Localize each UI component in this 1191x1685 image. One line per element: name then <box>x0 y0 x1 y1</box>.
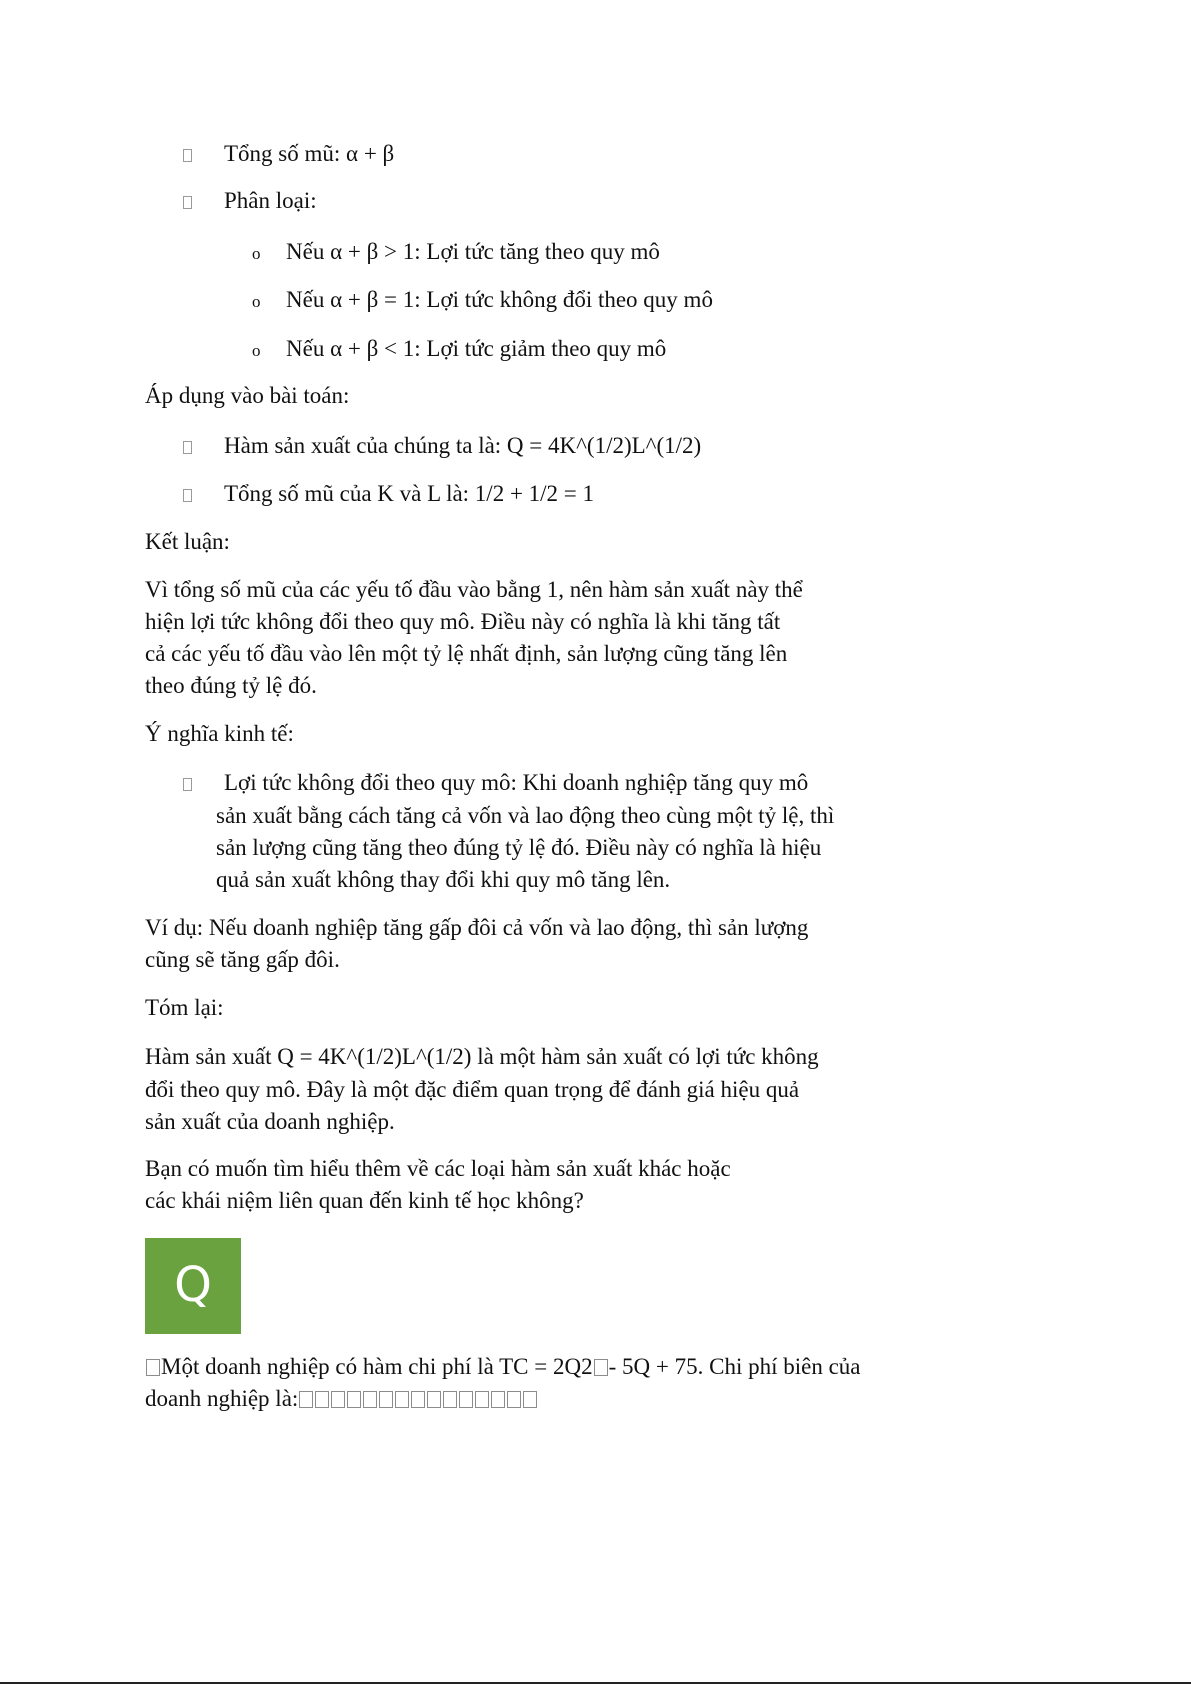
missing-glyph-icon <box>379 1391 393 1408</box>
missing-glyph-icon <box>315 1391 329 1408</box>
heading-tom-lai: Tóm lại: <box>145 995 224 1020</box>
question-text-part-2: - 5Q + 75. Chi phí biên của <box>608 1354 861 1379</box>
sub-bullet-marker: o <box>252 292 261 311</box>
missing-glyph-icon <box>507 1391 521 1408</box>
missing-glyph-icon <box>395 1391 409 1408</box>
bullet-box-icon <box>183 489 192 502</box>
list-item-tong-so-mu-kl: Tổng số mũ của K và L là: 1/2 + 1/2 = 1 <box>224 481 595 506</box>
heading-ket-luan: Kết luận: <box>145 529 230 554</box>
ket-luan-line-2: hiện lợi tức không đổi theo quy mô. Điều này có nghĩa là khi tăng tất <box>145 609 781 634</box>
ban-co-muon-line-2: các khái niệm liên quan đến kinh tế học không? <box>145 1188 584 1213</box>
ban-co-muon-line-1: Bạn có muốn tìm hiểu thêm về các loại hàm sản xuất khác hoặc <box>145 1156 731 1181</box>
sub-item-increasing: Nếu α + β > 1: Lợi tức tăng theo quy mô <box>286 239 660 264</box>
ket-luan-line-1: Vì tổng số mũ của các yếu tố đầu vào bằng 1, nên hàm sản xuất này thể <box>145 577 803 602</box>
tom-lai-line-1: Hàm sản xuất Q = 4K^(1/2)L^(1/2) là một hàm sản xuất có lợi tức không <box>145 1044 819 1069</box>
missing-glyph-icon <box>427 1391 441 1408</box>
page-bottom-rule <box>0 1682 1191 1684</box>
ket-luan-line-4: theo đúng tỷ lệ đó. <box>145 673 317 698</box>
missing-glyph-icon <box>475 1391 489 1408</box>
missing-glyph-icon <box>459 1391 473 1408</box>
missing-glyph-icon <box>491 1391 505 1408</box>
missing-glyph-icon <box>411 1391 425 1408</box>
missing-glyph-icon <box>443 1391 457 1408</box>
missing-glyph-icon <box>363 1391 377 1408</box>
list-item-tong-so-mu: Tổng số mũ: α + β <box>224 141 395 166</box>
sub-item-constant: Nếu α + β = 1: Lợi tức không đổi theo quy mô <box>286 287 713 312</box>
missing-glyph-icon <box>331 1391 345 1408</box>
tom-lai-line-3: sản xuất của doanh nghiệp. <box>145 1109 395 1134</box>
missing-glyph-icon <box>146 1359 160 1376</box>
question-text-part-1: Một doanh nghiệp có hàm chi phí là TC = 2Q2 <box>161 1354 593 1379</box>
bullet-box-icon <box>183 441 192 454</box>
vi-du-line-1: Ví dụ: Nếu doanh nghiệp tăng gấp đôi cả vốn và lao động, thì sản lượng <box>145 915 809 940</box>
list-item-ham-san-xuat: Hàm sản xuất của chúng ta là: Q = 4K^(1/2)L^(1/2) <box>224 433 702 458</box>
heading-ap-dung: Áp dụng vào bài toán: <box>145 383 350 408</box>
y-nghia-line-2: sản xuất bằng cách tăng cả vốn và lao động theo cùng một tỷ lệ, thì <box>216 803 835 828</box>
y-nghia-line-3: sản lượng cũng tăng theo đúng tỷ lệ đó. Điều này có nghĩa là hiệu <box>216 835 822 860</box>
ket-luan-line-3: cả các yếu tố đầu vào lên một tỷ lệ nhất định, sản lượng cũng tăng lên <box>145 641 788 666</box>
q-badge-icon <box>145 1238 241 1334</box>
tom-lai-line-2: đổi theo quy mô. Đây là một đặc điểm quan trọng để đánh giá hiệu quả <box>145 1077 800 1102</box>
missing-glyph-icon <box>523 1391 537 1408</box>
question-line-1 <box>145 1351 861 1383</box>
question-text-line-2: doanh nghiệp là: <box>145 1386 299 1411</box>
bullet-box-icon <box>183 196 192 209</box>
sub-bullet-marker: o <box>252 341 261 360</box>
y-nghia-line-1: Lợi tức không đổi theo quy mô: Khi doanh nghiệp tăng quy mô <box>224 770 809 795</box>
sub-item-decreasing: Nếu α + β < 1: Lợi tức giảm theo quy mô <box>286 336 667 361</box>
y-nghia-line-4: quả sản xuất không thay đổi khi quy mô tăng lên. <box>216 867 671 892</box>
missing-glyph-icon <box>299 1391 313 1408</box>
missing-glyph-icon <box>594 1359 608 1376</box>
heading-y-nghia: Ý nghĩa kinh tế: <box>145 721 294 746</box>
sub-bullet-marker: o <box>252 244 261 263</box>
q-badge-letter: Q <box>174 1257 212 1313</box>
list-item-phan-loai: Phân loại: <box>224 188 317 213</box>
bullet-box-icon <box>183 778 192 791</box>
missing-glyph-icon <box>347 1391 361 1408</box>
vi-du-line-2: cũng sẽ tăng gấp đôi. <box>145 947 340 972</box>
bullet-box-icon <box>183 149 192 162</box>
question-line-2 <box>145 1383 538 1415</box>
